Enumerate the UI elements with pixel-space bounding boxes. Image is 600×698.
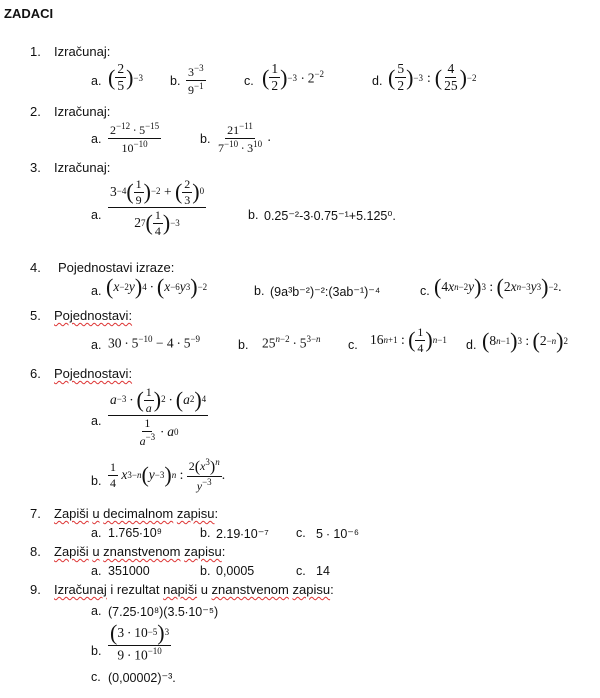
q1-number: 1. xyxy=(30,44,41,59)
q1-a-label: a. xyxy=(91,74,102,88)
q9-text: Izračunaj i rezultat napiši u znanstvenom zapisu: xyxy=(54,582,334,597)
q6-b-label: b. xyxy=(91,474,102,488)
q5-d-expr: ( 8 n−1 ) 3 : ( 2 −n ) 2 xyxy=(482,328,568,353)
q9-b-label: b. xyxy=(91,644,102,658)
page-title: ZADACI xyxy=(4,6,54,21)
q3-b-label: b. xyxy=(248,208,259,222)
q7-a-value: 1.765∙10⁹ xyxy=(108,526,163,540)
q7-b-label: b. xyxy=(200,526,211,540)
q1-text: Izračunaj: xyxy=(54,44,111,59)
q7-b-value: 2.19∙10⁻⁷ xyxy=(216,527,269,541)
q2-a-label: a. xyxy=(91,132,102,146)
q4-b-label: b. xyxy=(254,284,265,298)
q1-d-expr: ( $\frac{5}{2}$ ) −3 : ( $\frac{4}{25}$ ) −2 xyxy=(388,61,477,94)
q8-b-label: b. xyxy=(200,564,211,578)
q7-c-label: c. xyxy=(296,526,306,540)
q8-a-value: 351000 xyxy=(108,564,150,578)
q5-a-label: a. xyxy=(91,338,102,352)
q8-c-label: c. xyxy=(296,564,306,578)
q6-number: 6. xyxy=(30,366,41,381)
q4-a-expr: ( x −2 y ) 4 ∙ ( x −6 y 3 ) −2 xyxy=(106,274,208,299)
q5-b-expr: $25^{n-2} \cdot 5^{3-n}$ xyxy=(262,334,321,351)
q1-d-label: d. xyxy=(372,74,383,88)
q5-c-expr: 16 n+1 : ( $\frac{1}{4}$ ) n−1 xyxy=(370,325,447,355)
q9-c-value: (0,00002)⁻³. xyxy=(108,671,176,685)
q2-b-expr: $\frac{21^{-11}}{7^{-10} \cdot 3^{10}}$ . xyxy=(218,121,271,155)
q6-text: Pojednostavi: xyxy=(54,366,133,381)
q4-number: 4. xyxy=(30,260,41,275)
q9-c-label: c. xyxy=(91,670,101,684)
q6-a-label: a. xyxy=(91,414,102,428)
q2-number: 2. xyxy=(30,104,41,119)
q5-number: 5. xyxy=(30,308,41,323)
q9-number: 9. xyxy=(30,582,41,597)
q2-b-label: b. xyxy=(200,132,211,146)
q2-a-expr: $\frac{2^{-12} \cdot 5^{-15}}{10^{-10}}$ xyxy=(110,121,160,155)
q7-number: 7. xyxy=(30,506,41,521)
q2-text: Izračunaj: xyxy=(54,104,111,119)
q3-a-label: a. xyxy=(91,208,102,222)
q5-b-label: b. xyxy=(238,338,249,352)
q3-b-expr: 0.25⁻²-3∙0.75⁻¹+5.125⁰. xyxy=(264,209,396,223)
q8-b-value: 0,0005 xyxy=(216,564,255,578)
q8-c-value: 14 xyxy=(316,564,330,578)
q1-b-expr: $\frac{3^{-3}}{9^{-1}}$ xyxy=(188,63,204,97)
q3-a-expr: 3 −4 ( $\frac{1}{9}$ ) −2 + ( $\frac{2}{3}$ ) 0 2 7 ( $\frac{1}{4}$ ) −3 xyxy=(110,177,205,238)
q5-d-label: d. xyxy=(466,338,477,352)
q9-a-value: (7.25∙10⁸)(3.5∙10⁻⁵) xyxy=(108,605,219,619)
q8-number: 8. xyxy=(30,544,41,559)
q6-a-expr: a −3 ∙ ( $\frac{1}{a}$ ) 2 ∙ ( a 2 ) 4 $\frac{1}{a^{-3}}$ ∙ a 0 xyxy=(110,385,207,448)
q7-text: Zapiši u decimalnom zapisu: xyxy=(54,506,219,521)
q6-b-expr: $\frac{1}{4}$ x 3−n ( y −3 ) n : $\frac{2(x^3)^n}{y^{-3}}$ . xyxy=(110,457,226,494)
q8-text: Zapiši u znanstvenom zapisu: xyxy=(54,544,226,559)
q1-b-label: b. xyxy=(170,74,181,88)
q4-text: Pojednostavi izraze: xyxy=(58,260,175,275)
q8-a-label: a. xyxy=(91,564,102,578)
q7-c-value: 5 ∙ 10⁻⁶ xyxy=(316,527,360,541)
q5-a-expr: $30 \cdot 5^{-10} - 4 \cdot 5^{-9}$ xyxy=(108,334,201,351)
q1-c-label: c. xyxy=(244,74,254,88)
q9-a-label: a. xyxy=(91,604,102,618)
q5-text: Pojednostavi: xyxy=(54,308,133,323)
q4-b-expr: (9a³b⁻²)⁻²:(3ab⁻¹)⁻⁴ xyxy=(270,285,381,299)
q5-c-label: c. xyxy=(348,338,358,352)
q7-a-label: a. xyxy=(91,526,102,540)
q3-number: 3. xyxy=(30,160,41,175)
q1-c-expr: ( $\frac{1}{2}$ ) −3 ∙ $2^{-2}$ xyxy=(262,61,325,94)
q3-text: Izračunaj: xyxy=(54,160,111,175)
q4-a-label: a. xyxy=(91,284,102,298)
q4-c-expr: ( 4 x n−2 y ) 3 : ( 2 x n−3 y 3 ) −2 . xyxy=(434,274,562,299)
q9-b-expr: ( 3 ∙ 10 −5 ) 3 $9 \cdot 10^{-10}$ xyxy=(110,620,170,663)
q1-a-expr: ( $\frac{2}{5}$ ) −3 xyxy=(108,61,143,94)
q4-c-label: c. xyxy=(420,284,430,298)
